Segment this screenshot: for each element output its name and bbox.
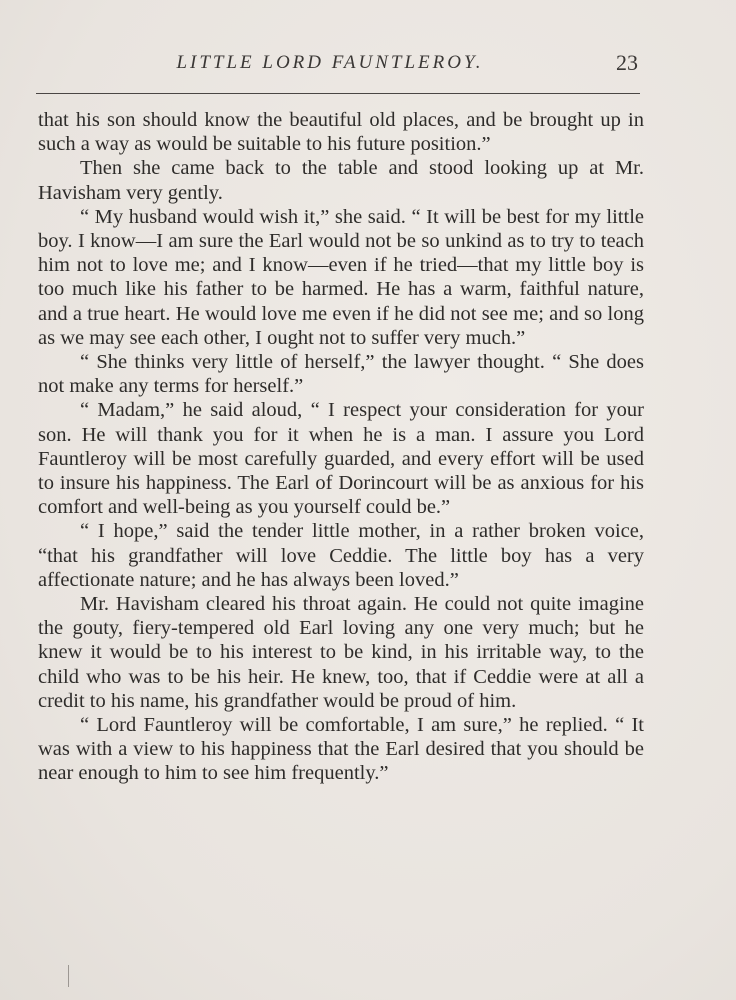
running-title: LITTLE LORD FAUNTLEROY. — [176, 52, 484, 73]
paragraph: Mr. Havisham cleared his throat again. He could not quite imagine the gouty, fiery-tempered old Earl loving any one very much; but he knew it would be to his interest to be kind, in his irritable way, to the child who was to be his heir. He knew, too, that if Ceddie were at all a credit to his name, his grandfather would be proud of him. — [38, 593, 644, 712]
paragraph: “ Lord Fauntleroy will be comfortable, I am sure,” he replied. “ It was with a view to his happiness that the Earl desired that you should be near enough to him to see him frequently.” — [38, 714, 644, 785]
paragraph: “ I hope,” said the tender little mother, in a rather broken voice, “that his grandfather will love Ceddie. The little boy has a very affectionate nature; and he has always been loved.” — [38, 520, 644, 591]
page-number: 23 — [616, 50, 638, 75]
header-rule — [36, 93, 640, 94]
paragraph: “ Madam,” he said aloud, “ I respect your consideration for your son. He will thank you for it when he is a man. I assure you Lord Fauntleroy will be most carefully guarded, and every effort will be used to insure his happiness. The Earl of Dorincourt will be as anxious for his comfort and well-being as you yourself could be.” — [38, 399, 644, 519]
paragraph: “ My husband would wish it,” she said. “ It will be best for my little boy. I know—I am sure the Earl would not be so unkind as to try to teach him not to love me; and I know—even if he tried—that my little boy is too much like his father to be harmed. He has a warm, faithful nature, and a true heart. He would love me even if he did not see me; and so long as we may see each other, I ought not to suffer very much.” — [38, 205, 644, 349]
paragraph: Then she came back to the table and stood looking up at Mr. Havisham very gently. — [38, 157, 644, 204]
paragraph: that his son should know the beautiful old places, and be brought up in such a way as would be suitable to his future position.” — [38, 109, 644, 156]
margin-mark — [68, 965, 69, 987]
paragraph: “ She thinks very little of herself,” the lawyer thought. “ She does not make any terms for herself.” — [38, 351, 644, 398]
body-text — [38, 108, 644, 786]
